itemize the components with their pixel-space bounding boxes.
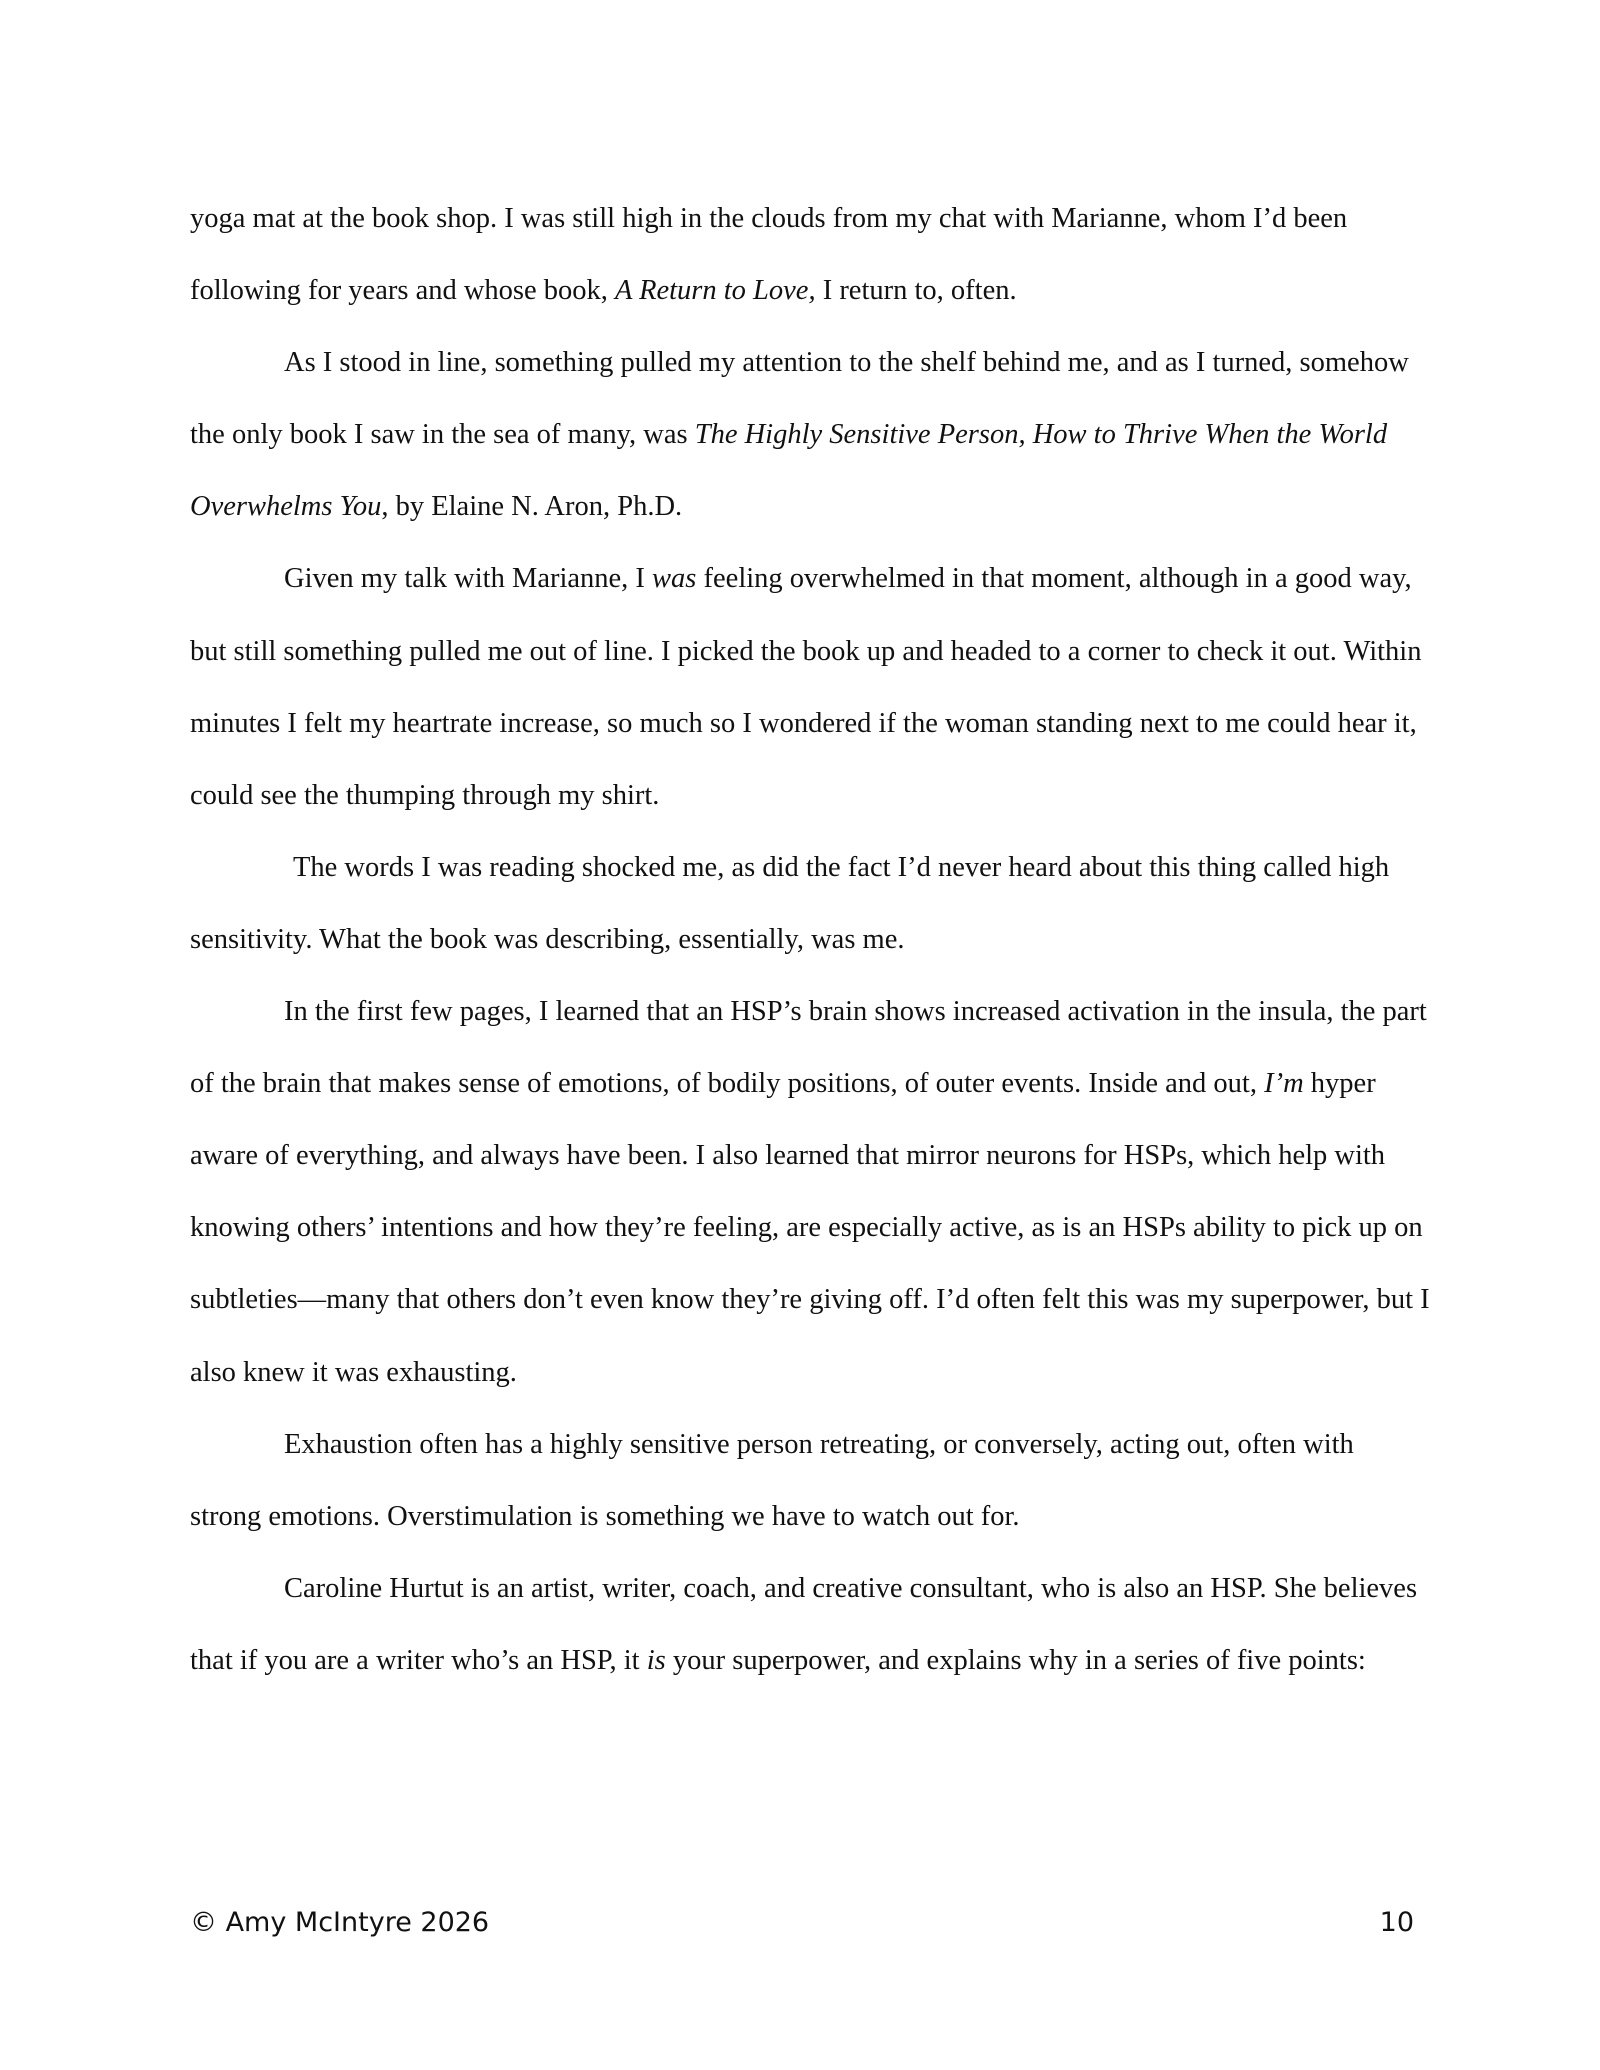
paragraph bbox=[190, 1409, 1430, 1553]
text-segment: As I stood in line, something pulled my attention to the shelf behind me, and as I turned, somehow the only book I saw in the sea of many, was bbox=[190, 347, 1409, 451]
text-segment: yoga mat at the book shop. I was still high in the clouds from my chat with Marianne, whom I’d been following for years and whose book, bbox=[190, 203, 1348, 307]
text-segment: I return to, often. bbox=[815, 275, 1017, 307]
body-text bbox=[190, 183, 1430, 1697]
footer-copyright: © Amy McIntyre 2026 bbox=[190, 1907, 490, 1938]
italic-text: The Highly Sensitive Person, How to Thrive When the World Overwhelms You bbox=[190, 419, 1388, 523]
italic-text: was bbox=[652, 563, 697, 595]
paragraph bbox=[190, 1553, 1430, 1697]
text-segment: hyper aware of everything, and always have been. I also learned that mirror neurons for HSPs, which help with knowing others’ intentions and how they’re feeling, are especially active, as is an HSPs ability to pick up on subtleties—many that others don’t even know they’re giving off. I’d often felt this was my superpower, but I also knew it was exhausting. bbox=[190, 1068, 1430, 1388]
text-segment: feeling overwhelmed in that moment, although in a good way, but still something pulled me out of line. I picked the book up and headed to a corner to check it out. Within minutes I felt my heartrate increase, so much so I wondered if the woman standing next to me could hear it, could see the thumping through my shirt. bbox=[190, 563, 1422, 811]
text-segment: your superpower, and explains why in a series of five points: bbox=[665, 1644, 1366, 1676]
footer-page-number: 10 bbox=[1379, 1907, 1414, 1938]
italic-text: I’m bbox=[1264, 1068, 1304, 1100]
text-segment: Caroline Hurtut is an artist, writer, coach, and creative consultant, who is also an HSP. She believes that if you are a writer who’s an HSP, it bbox=[190, 1572, 1418, 1676]
paragraph bbox=[190, 543, 1430, 831]
text-segment: In the first few pages, I learned that an HSP’s brain shows increased activation in the insula, the part of the brain that makes sense of emotions, of bodily positions, of outer events. Inside and out, bbox=[190, 996, 1427, 1100]
text-segment: Exhaustion often has a highly sensitive person retreating, or conversely, acting out, often with strong emotions. Overstimulation is something we have to watch out for. bbox=[190, 1428, 1354, 1532]
paragraph bbox=[190, 183, 1430, 327]
text-segment: , by Elaine N. Aron, Ph.D. bbox=[381, 491, 683, 523]
paragraph bbox=[190, 327, 1430, 543]
text-segment: Given my talk with Marianne, I bbox=[284, 563, 653, 595]
paragraph bbox=[190, 832, 1430, 976]
italic-text: is bbox=[646, 1644, 666, 1676]
text-segment: The words I was reading shocked me, as did the fact I’d never heard about this thing called high sensitivity. What the book was describing, essentially, was me. bbox=[190, 851, 1390, 955]
paragraph bbox=[190, 976, 1430, 1409]
italic-text: A Return to Love, bbox=[615, 275, 816, 307]
